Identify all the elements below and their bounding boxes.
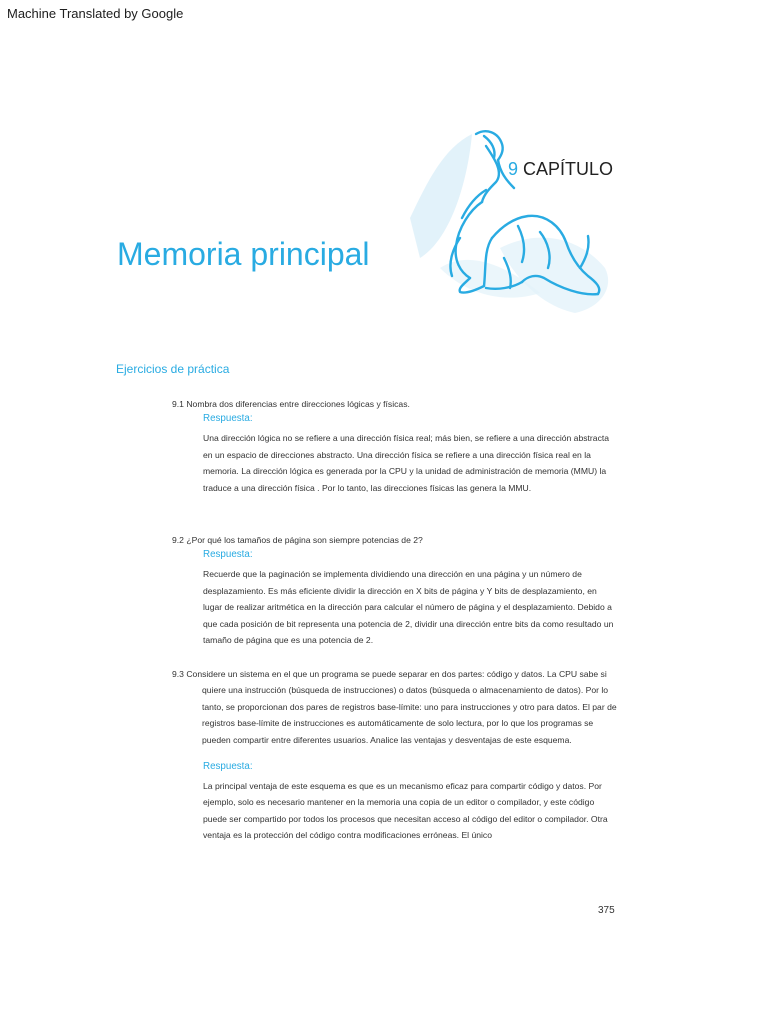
question-text: 9.1 Nombra dos diferencias entre direcciones lógicas y físicas. bbox=[172, 399, 410, 409]
answer-label: Respuesta: bbox=[203, 761, 253, 773]
page-number: 375 bbox=[598, 905, 615, 916]
chapter-label bbox=[508, 159, 613, 180]
answer-text: Una dirección lógica no se refiere a una dirección física real; más bien, se refiere a una dirección abstracta en un espacio de direcciones abstracto. Una dirección física se refiere a una dirección física real en la memoria. La dirección lógica es generada por la CPU y la unidad de administración de memoria (MMU) la traduce a una dirección física . Por lo tanto, las direcciones físicas las genera la MMU. bbox=[203, 433, 610, 493]
answer-label: Respuesta: bbox=[203, 549, 253, 561]
question-text: 9.3 Considere un sistema en el que un programa se puede separar en dos partes: código y datos. La CPU sabe si quiere una instrucción (búsqueda de instrucciones) o datos (búsqueda o almacenamiento de datos). Por lo tanto, se proporcionan dos pares de registros base-límite: uno para instrucciones y otro para datos. El par de registros base-límite de instrucciones es automáticamente de solo lectura, por lo que los programas se pueden compartir entre diferentes usuarios. Analice las ventajas y desventajas de este esquema. bbox=[172, 669, 617, 745]
answer-text: Recuerde que la paginación se implementa dividiendo una dirección en una página y un número de desplazamiento. Es más eficiente dividir la dirección en X bits de página y Y bits de desplazamiento, en lugar de realizar aritmética en la dirección para calcular el número de página y el desplazamiento. Debido a que cada posición de bit representa una potencia de 2, dividir una dirección entre bits da como resultado un tamaño de página que es una potencia de 2. bbox=[203, 569, 614, 646]
answer-text: La principal ventaja de este esquema es que es un mecanismo eficaz para compartir código y datos. Por ejemplo, solo es necesario mantener en la memoria una copia de un editor o compilador, y este código puede ser compartido por todos los procesos que necesitan acceso al código del editor o compilador. Otra ventaja es la protección del código contra modificaciones erróneas. El único bbox=[203, 781, 608, 841]
section-heading: Ejercicios de práctica bbox=[116, 362, 230, 376]
chapter-word: CAPÍTULO bbox=[523, 159, 614, 179]
question-text: 9.2 ¿Por qué los tamaños de página son siempre potencias de 2? bbox=[172, 535, 423, 545]
machine-translation-banner: Machine Translated by Google bbox=[7, 6, 184, 21]
answer-label: Respuesta: bbox=[203, 413, 253, 425]
exercise-9-2 bbox=[172, 532, 618, 648]
chapter-illustration bbox=[400, 118, 620, 318]
chapter-number: 9 bbox=[508, 159, 519, 179]
exercise-9-3 bbox=[172, 666, 618, 844]
exercise-9-1 bbox=[172, 396, 618, 496]
chapter-title: Memoria principal bbox=[117, 236, 370, 272]
